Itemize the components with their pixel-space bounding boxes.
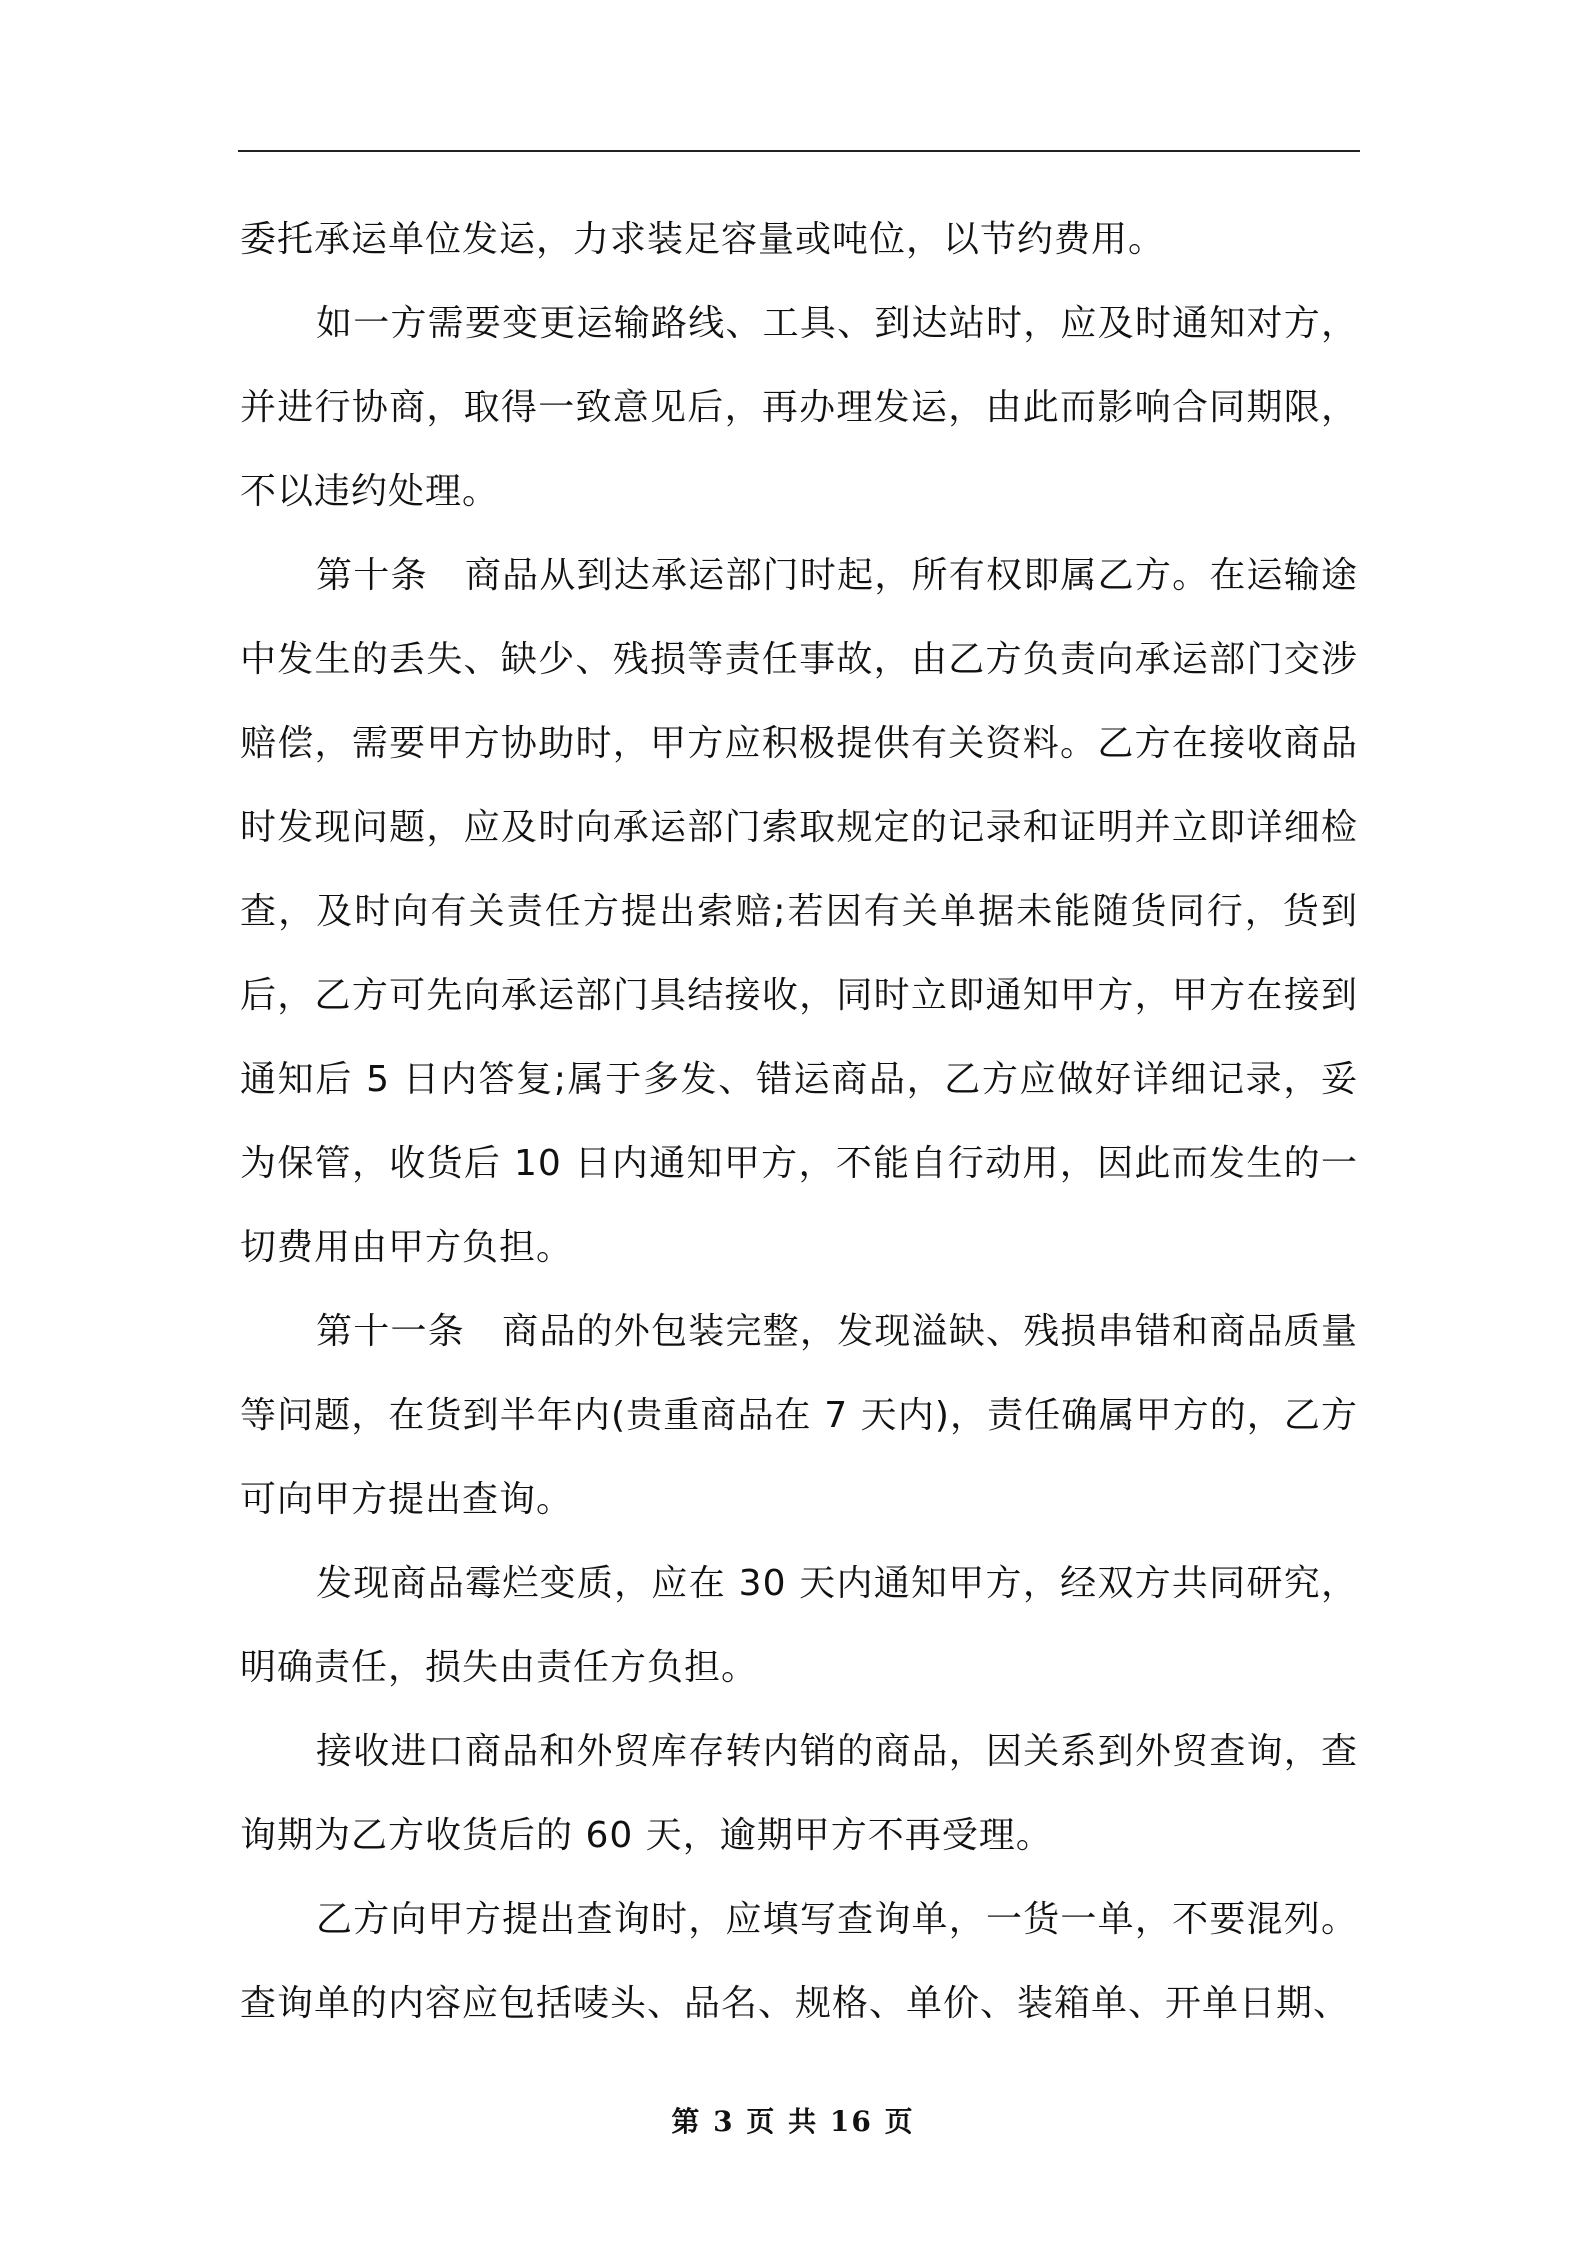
paragraph-continuation: 委托承运单位发运，力求装足容量或吨位，以节约费用。: [240, 219, 1166, 260]
paragraph-spoilage: 发现商品霉烂变质，应在 30 天内通知甲方，经双方共同研究，明确责任，损失由责任方负担。: [240, 1563, 1358, 1688]
paragraph-inquiry-form: 乙方向甲方提出查询时，应填写查询单，一货一单，不要混列。查询单的内容应包括唛头、品名、规格、单价、装箱单、开单日期、: [240, 1899, 1358, 2024]
document-body: [240, 198, 1358, 2046]
paragraph-article-11: 第十一条 商品的外包装完整，发现溢缺、残损串错和商品质量等问题，在货到半年内(贵重商品在 7 天内)，责任确属甲方的，乙方可向甲方提出查询。: [240, 1311, 1358, 1520]
paragraph-transport-change: 如一方需要变更运输路线、工具、到达站时，应及时通知对方，并进行协商，取得一致意见后，再办理发运，由此而影响合同期限，不以违约处理。: [240, 303, 1358, 512]
header-divider: [238, 150, 1360, 152]
paragraph-import-goods: 接收进口商品和外贸库存转内销的商品，因关系到外贸查询，查询期为乙方收货后的 60 天，逾期甲方不再受理。: [240, 1731, 1358, 1856]
paragraph-article-10: 第十条 商品从到达承运部门时起，所有权即属乙方。在运输途中发生的丢失、缺少、残损等责任事故，由乙方负责向承运部门交涉赔偿，需要甲方协助时，甲方应积极提供有关资料。乙方在接收商品时发现问题，应及时向承运部门索取规定的记录和证明并立即详细检查，及时向有关责任方提出索赔;若因有关单据未能随货同行，货到后，乙方可先向承运部门具结接收，同时立即通知甲方，甲方在接到通知后 5 日内答复;属于多发、错运商品，乙方应做好详细记录，妥为保管，收货后 10 日内通知甲方，不能自行动用，因此而发生的一切费用由甲方负担。: [240, 555, 1358, 1268]
page-number-footer: 第 3 页 共 16 页: [671, 2105, 915, 2138]
